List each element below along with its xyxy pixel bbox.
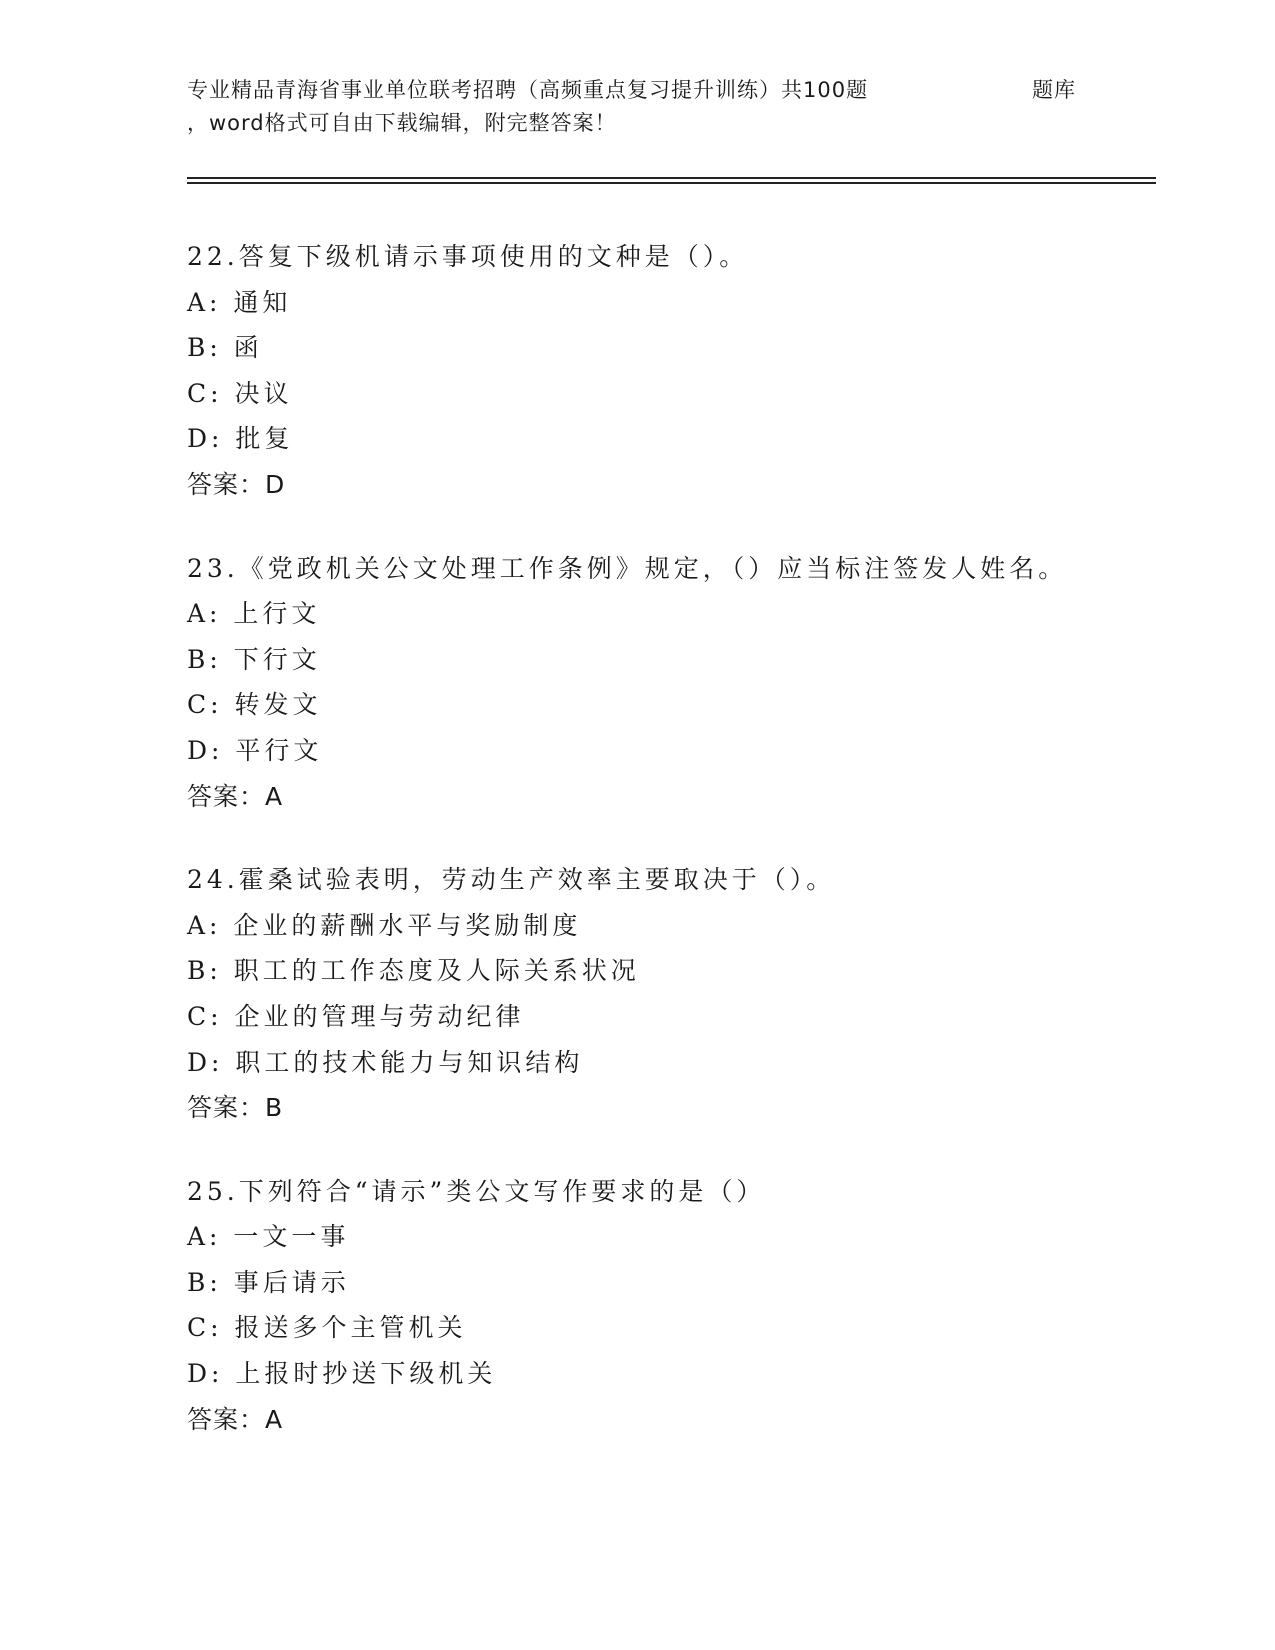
option-c: C: 决议 [187, 378, 293, 408]
answer: 答案：A [187, 1404, 284, 1434]
option-a: A: 通知 [187, 287, 292, 317]
option-a: A: 上行文 [187, 599, 321, 629]
header-divider-bottom [187, 182, 1156, 184]
option-b: B: 下行文 [187, 644, 321, 674]
question-stem: 24.霍桑试验表明，劳动生产效率主要取决于（）。 [187, 865, 836, 895]
option-d: D: 平行文 [187, 735, 323, 765]
option-b: B: 函 [187, 333, 263, 363]
question-stem: 23.《党政机关公文处理工作条例》规定，（）应当标注签发人姓名。 [187, 553, 1068, 583]
question-24 [187, 857, 1147, 1131]
question-22 [187, 234, 1147, 508]
option-c: C: 企业的管理与劳动纪律 [187, 1001, 525, 1031]
question-stem: 25.下列符合“请示”类公文写作要求的是（） [187, 1176, 766, 1206]
document-header [187, 74, 1087, 140]
header-divider-top [187, 177, 1156, 179]
option-a: A: 一文一事 [187, 1222, 350, 1252]
option-b: B: 职工的工作态度及人际关系状况 [187, 956, 640, 986]
option-c: C: 报送多个主管机关 [187, 1313, 467, 1343]
option-d: D: 职工的技术能力与知识结构 [187, 1047, 584, 1077]
question-list [187, 234, 1147, 1480]
question-25 [187, 1169, 1147, 1443]
header-tag: 题库 [1032, 78, 1076, 102]
option-d: D: 上报时抄送下级机关 [187, 1359, 497, 1389]
header-title-line2: ，word格式可自由下载编辑，附完整答案！ [187, 111, 617, 135]
option-c: C: 转发文 [187, 690, 322, 720]
option-d: D: 批复 [187, 424, 294, 454]
answer: 答案：B [187, 1093, 284, 1123]
option-a: A: 企业的薪酬水平与奖励制度 [187, 910, 582, 940]
answer: 答案：A [187, 781, 284, 811]
header-title-line1: 专业精品青海省事业单位联考招聘（高频重点复习提升训练）共100题 [187, 78, 869, 102]
question-stem: 22.答复下级机请示事项使用的文种是（）。 [187, 242, 749, 271]
answer: 答案：D [187, 469, 286, 499]
question-23 [187, 546, 1147, 820]
option-b: B: 事后请示 [187, 1267, 350, 1297]
